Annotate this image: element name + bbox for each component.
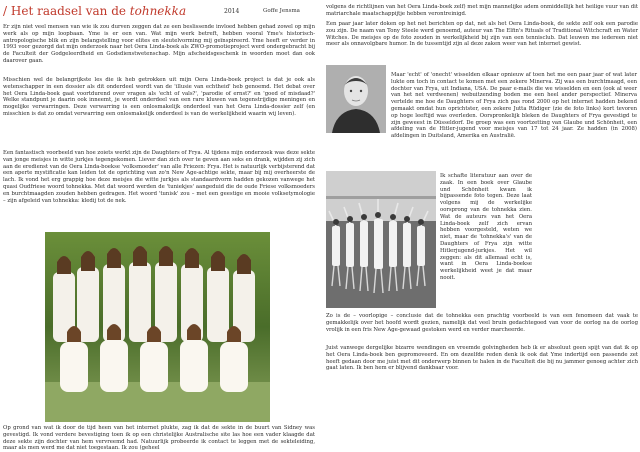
- publication-year: 2014: [224, 8, 240, 15]
- jutta-rudiger-portrait: [326, 65, 386, 133]
- right-paragraph-6: Juist vanwege dergelijke bizarre wendingen en vreemde golvingheden heb ik er absoluut geen spijt van dat ik op het Oera Linda-boek ben gepromoveerd. En om dezelfde reden denk ik ook dat Yme indertijd een passende zet heeft gedaan door me juist met dit onderwerp binnen te halen in de Faculteit die bij nu jammer genoeg achter zich gaat laten. Ik ben hem er blijvend dankbaar voor.: [326, 345, 638, 372]
- title-plain: Het raadsel van de: [10, 4, 130, 18]
- right-paragraph-5: Zo is de – voorlopige – conclusie dat de tohnekka een prachtig voorbeeld is van een fenomeen dat vaak te gemakkelijk over het hoofd wordt gezien, namelijk dat veel bruin gedachtegoed van voor de oorlog na de oorlog vrolijk in een fris New Age-gewaad gestoken werd en verder marcheerde.: [326, 313, 638, 333]
- right-paragraph-3: Maar 'echt' of 'onecht' wisselden elkaar opnieuw af toen het me een paar jaar of wat later lukte om toch in contact te komen met een zekere Minerva. Zij was een burchtmaagd, een dochter van Frya, uit Indiana, USA. De paar e-mails die we wisselden en een (ook al weer van het net verdwenen) webuitzending boden me een heel ander perspectief. Minerva vertelde me hoe de Daughters of Frya zich pas rond 2000 op het internet hadden bekend gemaakt omdat hun oprichtster, een zekere Jutta Rüdiger (zie de foto links) kort tevoren op hoge leeftijd was overleden. Oorspronkelijk bleken de Daughters of Frya gevestigd te zijn geweest in Düsseldorf. De groep was een voortzetting van Glaube und Schönheit, een afdeling van de Hitler-jugend voor meisjes van 17 tot 24 jaar. Ze hadden (in 2008) afdelingen in Duitsland, Amerika en Australië.: [391, 72, 637, 140]
- left-paragraph-1: Er zijn niet veel mensen van wie ik zou durven zeggen dat ze een beslissende invloed hebben gehad zowel op mijn werk als op mijn loopbaan. Yme is er een van. Wat mijn werk betreft, hebben vooral Yme's historisch-antropologische blik en zijn belangstelling voor elites en sleutelvorming mij geïnspireerd. Yme heeft er verder in 1993 voor gezorgd dat mijn onderzoek naar het Oera Linda-boek als ZWO-promotieproject werd ondergebracht bij de Faculteit der Godgeleerdheid en Godsdienstwetenschap. Mijn afscheidsgeschenk in woorden moet dan ook daarover gaan.: [3, 24, 315, 64]
- title-slash: /: [3, 4, 8, 18]
- author-name: Goffe Jensma: [263, 8, 300, 14]
- right-paragraph-1: volgens de richtlijnen van het Oera Linda-boek zelf) met mijn mannelijke adem onmiddellijk het heilige vuur van dit matriarchale maatschappijtje hebben verontreinigd.: [326, 4, 638, 17]
- left-paragraph-4: Op grond van wat ik door de tijd heen van het internet plukte, zag ik dat de sekte in de buurt van Sidney was gevestigd. Ik vond verdere bevestiging toen ik op een christelijke Australische site las hoe een vader klaagde dat deze sekte zijn dochter van hem vervreemd had. Natuurlijk probeerde ik contact te leggen met de sekteleiding, maar als men werd me dat niet toegestaan. Ik zou (geheel: [3, 425, 315, 452]
- daughters-photo-graphic: [45, 232, 270, 422]
- portrait-graphic: [326, 65, 386, 133]
- left-paragraph-3: Een fantastisch voorbeeld van hoe zoiets werkt zijn de Daughters of Frya. Al tijdens mijn onderzoek was deze sekte van jonge meisjes in witte jurkjes tegengekomen. Liever dan zich over te geven aan seks en drank, wijdden zij zich aan de eredienst van de Oera Linda-boekse 'volksmoeder' van alle Friezen: Frya. Het is natuurlijk verbijsterend dat een aperte mystificatie kan leiden tot de oprichting van zo'n New Age-achtige sekte, maar bij mij overheerste de lach. Ik vond het erg grappig hoe deze meisjes die witte jurkjes als standaardvorm hadden gekozen vanwege het quasi Oudfriese woord tohnekka. Met dat woord werden de 'tuniekjes' aangeduid die de oude Friese volksmoeders en burchtmaagden zouden hebben gedragen. Het woord 'tunisk' zou – met een geestige en mooie volksetymologie – zijn afgeleid van tohnekka: kledij tot de nek.: [3, 150, 315, 204]
- left-paragraph-2: Misschien wel de belangrijkste les die ik heb getrokken uit mijn Oera Linda-boek project is dat je ook als wetenschapper in een dossier als dit onderdeel wordt van de 'illusie van echtheid' heb genoemd. Het debat over het Oera Linda-boek gaat voortdurend over vragen als 'echt of vals?', 'parodie of ernst?' en 'goed of misdaad?' Welke standpunt je daarin ook inneemt, je wordt onderdeel van een rare kluwen van tegenstrijdige meningen en mogelijke verwarringen. Deze verwarring is een onlosmakelijk onderdeel van het Oera Linda-dossier zelf (en misschien is dat zo omdat verwarring een onlosmakelijk onderdeel is van de werkelijkheid waarin wij leven).: [3, 77, 315, 117]
- title-italic: tohnekka: [129, 4, 187, 18]
- gymnastics-graphic: [326, 171, 436, 308]
- daughters-of-frya-photo: [45, 232, 270, 422]
- article-title: [3, 4, 186, 18]
- right-paragraph-2: Een paar jaar later doken op het net berichten op dat, net als het Oera Linda-boek, de sekte zelf ook een parodie zou zijn. De naam van Tony Steele werd genoemd, auteur van The Elfin's Rituals of Traditional Witchcraft en Water Witches. De meisjes op de foto zouden in werkelijkheid bij zijn van een tennisclub. Dat leuwen me iedereen niet meer als onnavolgbare humor. In de tussentijd zijn al deze zaken weer van het internet gewist.: [326, 21, 638, 48]
- right-paragraph-4: Ik schafte literatuur aan over de zaak. In een boek over Glaube und Schönheit kwam ik bijpassende foto tegen. Deze laat volgens mij de werkelijke oorsprong van de tohnekka zien. Wat de auteurs van het Oera Linda-boek zelf zich ervan hebben voorgesteld, weten we niet, maar de 'tohnekka's' van de Daughters of Frya zijn witte Hitlerjugend-jurkjes. Het wil zeggen: als dit allemaal echt is, want in Oera Linda-boekse werkelijkheid weet je dat maar nooit.: [440, 173, 532, 281]
- glaube-und-schoenheit-photo: [326, 171, 436, 308]
